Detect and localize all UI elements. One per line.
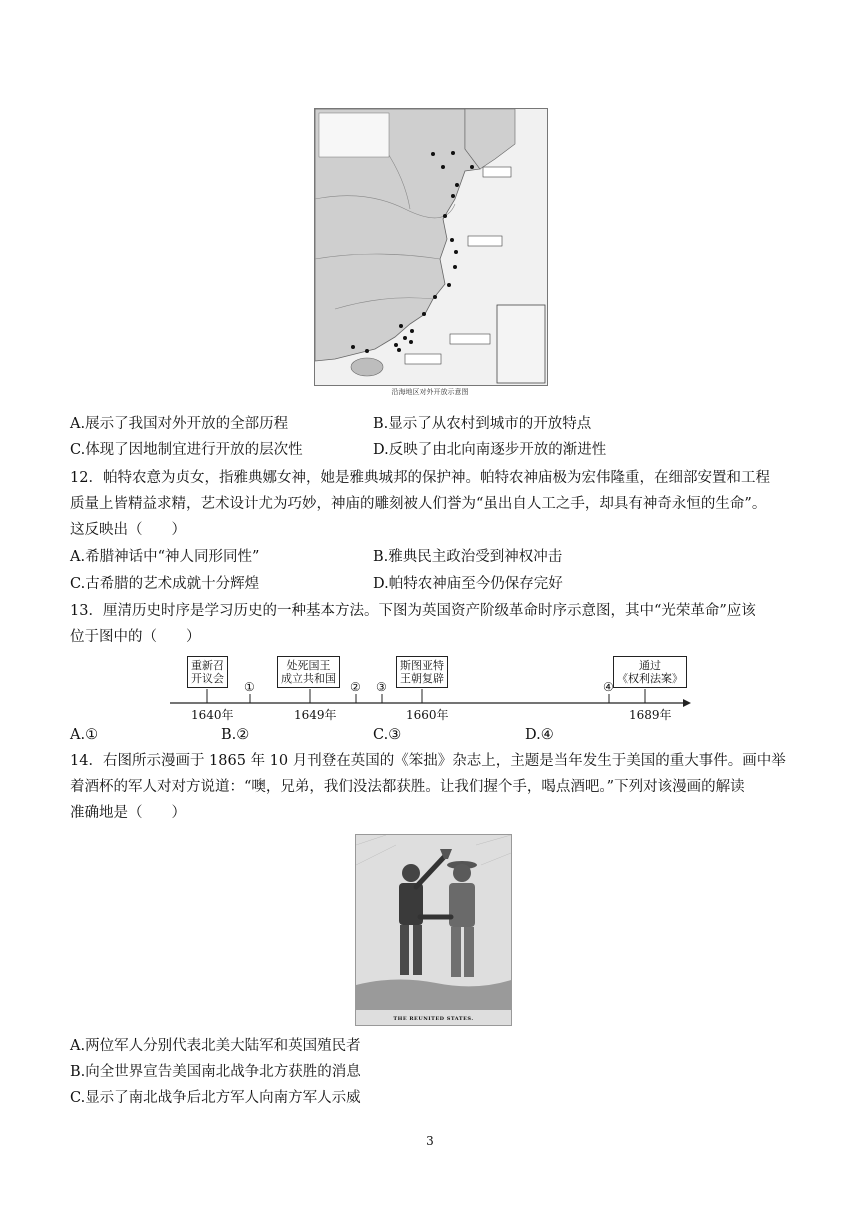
timeline-year: 1660年	[406, 708, 449, 722]
option-text: 雅典民主政治受到神权冲击	[388, 549, 563, 565]
cartoon-caption: THE REUNITED STATES.	[393, 1016, 474, 1022]
q12-option-b	[373, 547, 562, 567]
timeline-marker-3: ③	[376, 680, 387, 694]
option-letter: C.	[70, 1090, 86, 1106]
q11-option-b	[373, 414, 591, 434]
map-caption: 沿海地区对外开放示意图	[391, 388, 469, 396]
event-text: 成立共和国	[281, 672, 336, 685]
coastal-opening-map	[314, 108, 548, 386]
q11-option-c	[70, 440, 303, 460]
option-text: ②	[236, 727, 250, 743]
option-letter: D.	[373, 576, 389, 592]
timeline-marker-1: ①	[244, 680, 255, 694]
option-letter: C.	[70, 576, 86, 592]
q13-stem-line1: 13．厘清历史时序是学习历史的一种基本方法。下图为英国资产阶级革命时序示意图，其中“光荣革命”应该	[70, 603, 756, 619]
option-letter: C.	[70, 442, 86, 458]
q12-option-a	[70, 547, 259, 567]
cartoon-drawing	[356, 835, 511, 1025]
q13-stem-line2: 位于图中的（ ）	[70, 629, 201, 645]
timeline-event-1640	[187, 656, 228, 688]
map-drawing	[315, 109, 547, 385]
revolution-timeline	[165, 652, 695, 724]
event-text: 王朝复辟	[400, 672, 444, 685]
option-letter: A.	[70, 549, 86, 565]
event-text: 开议会	[191, 672, 224, 685]
q13-option-c	[373, 725, 401, 745]
q13-option-b	[221, 725, 249, 745]
event-text: 处死国王	[286, 659, 331, 672]
q12-stem-line2: 质量上皆精益求精，艺术设计尤为巧妙，神庙的雕刻被人们誉为“虽出自人工之手，却具有神奇永恒的生命”。	[70, 496, 767, 512]
timeline-year: 1689年	[629, 708, 672, 722]
option-text: 反映了由北向南逐步开放的渐进性	[388, 442, 607, 458]
option-letter: D.	[373, 442, 389, 458]
option-text: 显示了南北战争后北方军人向南方军人示威	[85, 1090, 361, 1106]
option-letter: A.	[70, 1038, 86, 1054]
event-text: 《权利法案》	[617, 672, 683, 685]
page-number: 3	[426, 1134, 434, 1148]
option-text: 向全世界宣告美国南北战争北方获胜的消息	[85, 1064, 361, 1080]
option-text: ④	[540, 727, 554, 743]
q14-option-b	[70, 1062, 361, 1082]
timeline-year: 1640年	[191, 708, 234, 722]
q11-option-a	[70, 414, 288, 434]
option-letter: B.	[373, 416, 389, 432]
q11-option-d	[373, 440, 606, 460]
option-text: 展示了我国对外开放的全部历程	[85, 416, 289, 432]
option-text: 古希腊的艺术成就十分辉煌	[85, 576, 260, 592]
option-text: 帕特农神庙至今仍保存完好	[388, 576, 563, 592]
timeline-marker-4: ④	[603, 680, 614, 694]
option-letter: B.	[221, 727, 237, 743]
timeline-year: 1649年	[294, 708, 337, 722]
q14-stem-line2: 着酒杯的军人对对方说道：“噢，兄弟，我们没法都获胜。让我们握个手，喝点酒吧。”下列对该漫画的解读	[70, 779, 745, 795]
timeline-event-1660	[396, 656, 448, 688]
q12-option-d	[373, 574, 563, 594]
timeline-event-1649	[277, 656, 340, 688]
punch-cartoon-image	[355, 834, 512, 1026]
option-letter: A.	[70, 416, 86, 432]
option-text: 两位军人分别代表北美大陆军和英国殖民者	[85, 1038, 361, 1054]
q14-stem-line3: 准确地是（ ）	[70, 805, 186, 821]
q13-option-d	[525, 725, 554, 745]
q14-stem-line1: 14．右图所示漫画于 1865 年 10 月刊登在英国的《笨拙》杂志上，主题是当年发生于美国的重大事件。画中举	[70, 753, 786, 769]
option-text: 希腊神话中“神人同形同性”	[85, 549, 260, 565]
option-text: 显示了从农村到城市的开放特点	[388, 416, 592, 432]
option-text: ①	[85, 727, 99, 743]
option-letter: C.	[373, 727, 389, 743]
option-letter: B.	[70, 1064, 86, 1080]
q13-option-a	[70, 725, 98, 745]
q12-option-c	[70, 574, 259, 594]
q12-stem-line3: 这反映出（ ）	[70, 522, 186, 538]
option-letter: B.	[373, 549, 389, 565]
event-text: 斯图亚特	[400, 659, 444, 672]
event-text: 通过	[639, 659, 661, 672]
option-letter: D.	[525, 727, 541, 743]
event-text: 重新召	[191, 659, 224, 672]
option-text: ③	[388, 727, 402, 743]
timeline-event-1689	[613, 656, 687, 688]
timeline-marker-2: ②	[350, 680, 361, 694]
q14-option-a	[70, 1036, 361, 1056]
option-text: 体现了因地制宜进行开放的层次性	[85, 442, 303, 458]
option-letter: A.	[70, 727, 86, 743]
q14-option-c	[70, 1088, 361, 1108]
q12-stem-line1: 12．帕特农意为贞女，指雅典娜女神，她是雅典城邦的保护神。帕特农神庙极为宏伟隆重，在细部安置和工程	[70, 470, 770, 486]
